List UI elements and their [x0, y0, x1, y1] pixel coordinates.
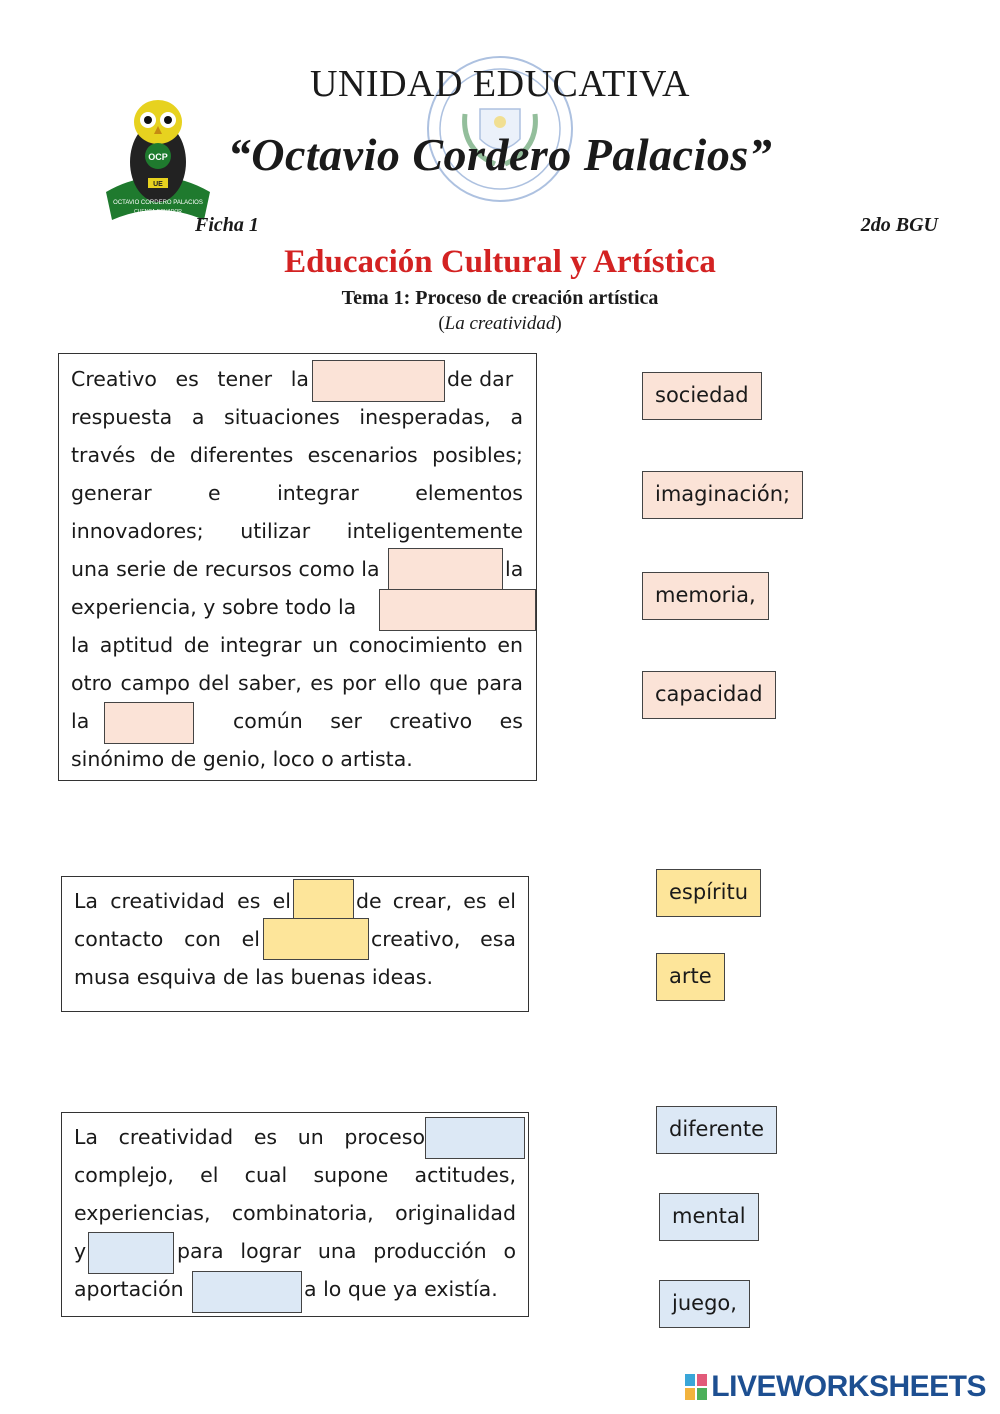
ex3-blank-3[interactable]	[192, 1271, 302, 1313]
ex1-line: la	[71, 709, 90, 733]
ex3-line: La creatividad es un proceso	[74, 1125, 425, 1149]
option-mental[interactable]: mental	[659, 1193, 759, 1241]
ex1-line: sinónimo de genio, loco o artista.	[71, 747, 413, 771]
ex1-text: la	[505, 557, 524, 581]
grade-level: 2do BGU	[860, 214, 938, 236]
option-espiritu[interactable]: espíritu	[656, 869, 761, 917]
ex3-line: complejo, el cual supone actitudes,	[74, 1163, 516, 1187]
ex1-line: una serie de recursos como la	[71, 557, 380, 581]
ex3-line: y	[74, 1239, 87, 1263]
ex1-line: innovadores; utilizar inteligentemente	[71, 519, 523, 543]
liveworksheets-brand	[685, 1370, 986, 1404]
owl-badge-text: OCP	[148, 152, 168, 162]
ex3-line: para lograr una producción o	[177, 1239, 516, 1263]
brand-text: LIVEWORKSHEETS	[711, 1370, 986, 1403]
ex1-line: través de diferentes escenarios posibles;	[71, 443, 523, 467]
owl-ribbon-text: UE	[153, 181, 163, 188]
option-imaginacion[interactable]: imaginación;	[642, 471, 803, 519]
ex1-blank-2[interactable]	[388, 548, 503, 590]
ex1-line: Creativo es tener la	[71, 367, 309, 391]
ex1-blank-4[interactable]	[104, 702, 194, 744]
owl-arc-text: OCTAVIO CORDERO PALACIOS	[113, 200, 203, 206]
ex1-line: respuesta a situaciones inesperadas, a	[71, 405, 523, 429]
option-memoria[interactable]: memoria,	[642, 572, 769, 620]
ex2-line: musa esquiva de las buenas ideas.	[74, 965, 433, 989]
ex1-line: otro campo del saber, es por ello que para	[71, 671, 523, 695]
ex1-line: la aptitud de integrar un conocimiento en	[71, 633, 523, 657]
ex3-line: aportación	[74, 1277, 184, 1301]
ex2-blank-1[interactable]	[293, 879, 354, 921]
school-name: “Octavio Cordero Palacios”	[227, 129, 773, 180]
option-capacidad[interactable]: capacidad	[642, 671, 776, 719]
ex1-blank-1[interactable]	[312, 360, 445, 402]
ex2-blank-2[interactable]	[263, 918, 369, 960]
option-arte[interactable]: arte	[656, 953, 725, 1001]
ex3-line: experiencias, combinatoria, originalidad	[74, 1201, 516, 1225]
ex1-line: experiencia, y sobre todo la	[71, 595, 357, 619]
ex2-line: La creatividad es el	[74, 889, 291, 913]
topic-title: Tema 1: Proceso de creación artística	[341, 287, 659, 309]
ex3-line: a lo que ya existía.	[304, 1277, 498, 1301]
ex2-line: contacto con el	[74, 927, 260, 951]
liveworksheets-icon	[685, 1374, 707, 1400]
ex2-line: de crear, es el	[356, 889, 516, 913]
worksheet-number: Ficha 1	[195, 214, 259, 236]
ex1-line: común ser creativo es	[233, 709, 523, 733]
ex1-text: de dar	[447, 367, 514, 391]
owl-city-text: CUENCA-ECUADOR	[134, 209, 182, 215]
ex3-blank-1[interactable]	[425, 1117, 525, 1159]
option-sociedad[interactable]: sociedad	[642, 372, 762, 420]
ex1-blank-3[interactable]	[379, 589, 536, 631]
institution-type: UNIDAD EDUCATIVA	[310, 63, 690, 105]
ex1-line: generar e integrar elementos	[71, 481, 523, 505]
option-diferente[interactable]: diferente	[656, 1106, 777, 1154]
ex3-blank-2[interactable]	[88, 1232, 174, 1274]
subject-title: Educación Cultural y Artística	[284, 244, 716, 280]
subtopic: (La creatividad)	[438, 313, 562, 334]
ex2-line: creativo, esa	[371, 927, 516, 951]
option-juego[interactable]: juego,	[659, 1280, 750, 1328]
